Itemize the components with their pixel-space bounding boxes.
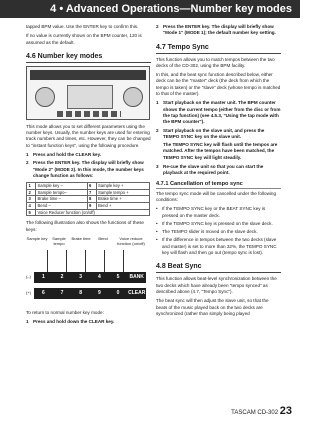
bullet-icon: • xyxy=(156,237,158,243)
table-cell: Brake time – xyxy=(36,196,88,203)
number-key-paragraph: This mode allows you to set different parameters using the number keys. Usually, the number keys are used for entering track numbers and times, etc. However, they can be changed to "instant function keys", using the following procedure. xyxy=(26,123,151,148)
diagram-label: Voice reduce function (on/off) xyxy=(117,235,145,246)
step-text: Start playback on the master unit. The BPM counter shows the current tempo (either from the disc or from the tap function) (see 4.5.3, "Using the tap mode with the BPM counter"). xyxy=(163,100,281,125)
table-cell: Voice Reducer function (on/off) xyxy=(36,209,150,216)
device-top-panel xyxy=(30,70,146,80)
number-key: 3 xyxy=(79,273,83,280)
step-return-1 xyxy=(26,319,151,325)
tempo-step-1 xyxy=(156,100,281,125)
list-item xyxy=(156,221,281,227)
number-key: 2 xyxy=(60,273,64,280)
number-key: 9 xyxy=(97,289,101,296)
table-cell: 6 xyxy=(87,183,96,190)
table-cell: Sample tempo + xyxy=(96,189,149,196)
step-number: 2 xyxy=(156,127,159,133)
step-number: 1 xyxy=(156,100,159,106)
bank-key: BANK xyxy=(129,273,144,280)
page-footer xyxy=(231,405,292,417)
table-cell: Sample key – xyxy=(36,183,88,190)
page-header xyxy=(0,0,300,18)
step-2 xyxy=(26,160,151,179)
jog-wheel-left xyxy=(35,87,55,107)
step-text: Re-cue the slave unit so that you can start the playback at the required point. xyxy=(163,164,264,176)
plus-label: (+) xyxy=(26,289,31,295)
number-key: 5 xyxy=(116,273,120,280)
return-paragraph: To return to normal number key mode: xyxy=(26,309,104,315)
table-cell: 1 xyxy=(27,183,36,190)
tempo-step-3 xyxy=(156,164,281,177)
key-function-table xyxy=(26,182,150,216)
tempo-step-2-note: The TEMPO SYNC key will flash until the tempos are matched. After the tempos have been matched, the TEMPO SYNC key will light steadily. xyxy=(163,142,278,160)
table-row xyxy=(27,203,150,210)
illustration-intro: The following illustration also shows the functions of these keys: xyxy=(26,220,144,232)
table-cell: 8 xyxy=(87,196,96,203)
table-cell: Bend – xyxy=(36,203,88,210)
diagram-label: Sample key xyxy=(26,235,48,241)
section-heading-beat-sync: 4.8 Beat Sync xyxy=(156,262,281,273)
list-item xyxy=(156,237,281,256)
intro-paragraph-1: tapped BPM value. Use the ENTER key to confirm this. xyxy=(26,24,139,29)
device-button-row xyxy=(57,111,121,117)
step-number: 1 xyxy=(26,152,29,158)
list-item xyxy=(156,206,281,219)
subsection-heading-cancellation: 4.7.1 Cancellation of tempo sync xyxy=(156,181,281,189)
device-display xyxy=(67,85,113,109)
list-item-text: If the difference in tempos between the two decks (slave and master) is set to more than 32%, the TEMPO SYNC key will flash and then go out (tempo sync is lost). xyxy=(162,237,277,256)
number-key: 6 xyxy=(41,289,45,296)
step-return-2 xyxy=(156,24,281,37)
step-number: 1 xyxy=(26,319,29,325)
table-cell: 2 xyxy=(27,189,36,196)
cancellation-paragraph: The tempo sync mode will be cancelled under the following conditions: xyxy=(156,190,277,202)
minus-label: (–) xyxy=(26,273,31,279)
header-title: 4 • Advanced Operations—Number key modes xyxy=(50,3,292,15)
section-heading-tempo-sync: 4.7 Tempo Sync xyxy=(156,43,281,54)
device-illustration xyxy=(26,66,150,120)
tempo-sync-paragraph-2: In this, and the beat sync function described below, either deck can be the "master" deck (the deck from which the tempo is taken) or the "slave" deck (whose tempo is matched to that of the master). xyxy=(156,72,281,97)
diagram-label: Sample tempo xyxy=(52,235,66,246)
diagram-label: Brake time xyxy=(71,235,91,241)
step-number: 2 xyxy=(26,160,29,166)
table-cell: 7 xyxy=(87,189,96,196)
list-item xyxy=(156,229,281,235)
tempo-sync-paragraph-1: This function allows you to match tempos between the two decks of the CD-302, using the BPM facility. xyxy=(156,56,275,68)
clear-key: CLEAR xyxy=(128,289,146,296)
list-item-text: The TEMPO slider is moved on the slave deck. xyxy=(162,229,258,235)
leader-line xyxy=(85,250,86,272)
step-number: 3 xyxy=(156,164,159,170)
leader-line xyxy=(123,250,124,272)
table-row xyxy=(27,196,150,203)
key-row-plus xyxy=(34,288,146,299)
number-key: 1 xyxy=(41,273,45,280)
bullet-icon: • xyxy=(156,229,158,235)
intro-paragraph-2: If no value is currently shown on the BPM counter, 120 is assumed as the default. xyxy=(26,33,142,45)
jog-wheel-right xyxy=(123,87,143,107)
table-cell: 4 xyxy=(27,203,36,210)
number-key-diagram xyxy=(26,236,150,306)
step-text: Press the ENTER key. The display will briefly show "Mode 1" (MODE 1); the default number key setting. xyxy=(163,24,276,36)
diagram-label: Bend xyxy=(98,235,108,241)
leader-line xyxy=(66,250,67,272)
table-cell: Brake time + xyxy=(96,196,149,203)
table-cell: 3 xyxy=(27,196,36,203)
footer-brand: TASCAM CD-302 xyxy=(231,410,279,416)
step-text: Press and hold the CLEAR key. xyxy=(33,152,102,158)
step-1 xyxy=(26,152,151,158)
leader-line xyxy=(104,250,105,272)
step-text: Start playback on the slave unit, and press the TEMPO SYNC key on the slave unit. xyxy=(163,127,265,139)
bullet-icon: • xyxy=(156,206,158,212)
table-row xyxy=(27,189,150,196)
table-row xyxy=(27,209,150,216)
number-key: 4 xyxy=(97,273,101,280)
key-row-minus xyxy=(34,272,146,283)
table-cell: Sample key + xyxy=(96,183,149,190)
step-number: 2 xyxy=(156,24,159,29)
number-key: 8 xyxy=(79,289,83,296)
tempo-step-2 xyxy=(156,128,281,141)
bullet-icon: • xyxy=(156,220,158,226)
step-text: Press and hold down the CLEAR key. xyxy=(33,319,115,325)
list-item-text: If the TEMPO SYNC key is pressed on the slave deck. xyxy=(162,220,273,226)
table-row xyxy=(27,183,150,190)
table-cell: Bend + xyxy=(96,203,149,210)
beat-sync-paragraph-1: This function allows beat-level synchronization between the two decks which have already been "tempo synced" as described above (4.7, "Tempo Sync"). xyxy=(156,276,277,294)
step-text: Press the ENTER key. The display will briefly show "Mode 2" (MODE 2). In this mode, the number keys change function as follows: xyxy=(33,160,144,178)
table-cell: 9 xyxy=(87,203,96,210)
section-heading-number-key-modes: 4.6 Number key modes xyxy=(26,52,151,63)
table-cell: 5 xyxy=(27,209,36,216)
page-number: 23 xyxy=(279,405,292,417)
number-key: 7 xyxy=(60,289,64,296)
left-column xyxy=(26,24,151,327)
right-column xyxy=(156,24,281,320)
list-item-text: If the TEMPO SYNC key or the BEAT SYNC key is pressed on the master deck. xyxy=(162,206,266,218)
number-key: 0 xyxy=(116,289,120,296)
leader-line xyxy=(47,250,48,272)
beat-sync-paragraph-2: The beat sync will then adjust the slave unit, so that the beats of the music played back on the two decks are synchronized (rather than simply being played xyxy=(156,298,269,316)
table-cell: Sample tempo– xyxy=(36,189,88,196)
